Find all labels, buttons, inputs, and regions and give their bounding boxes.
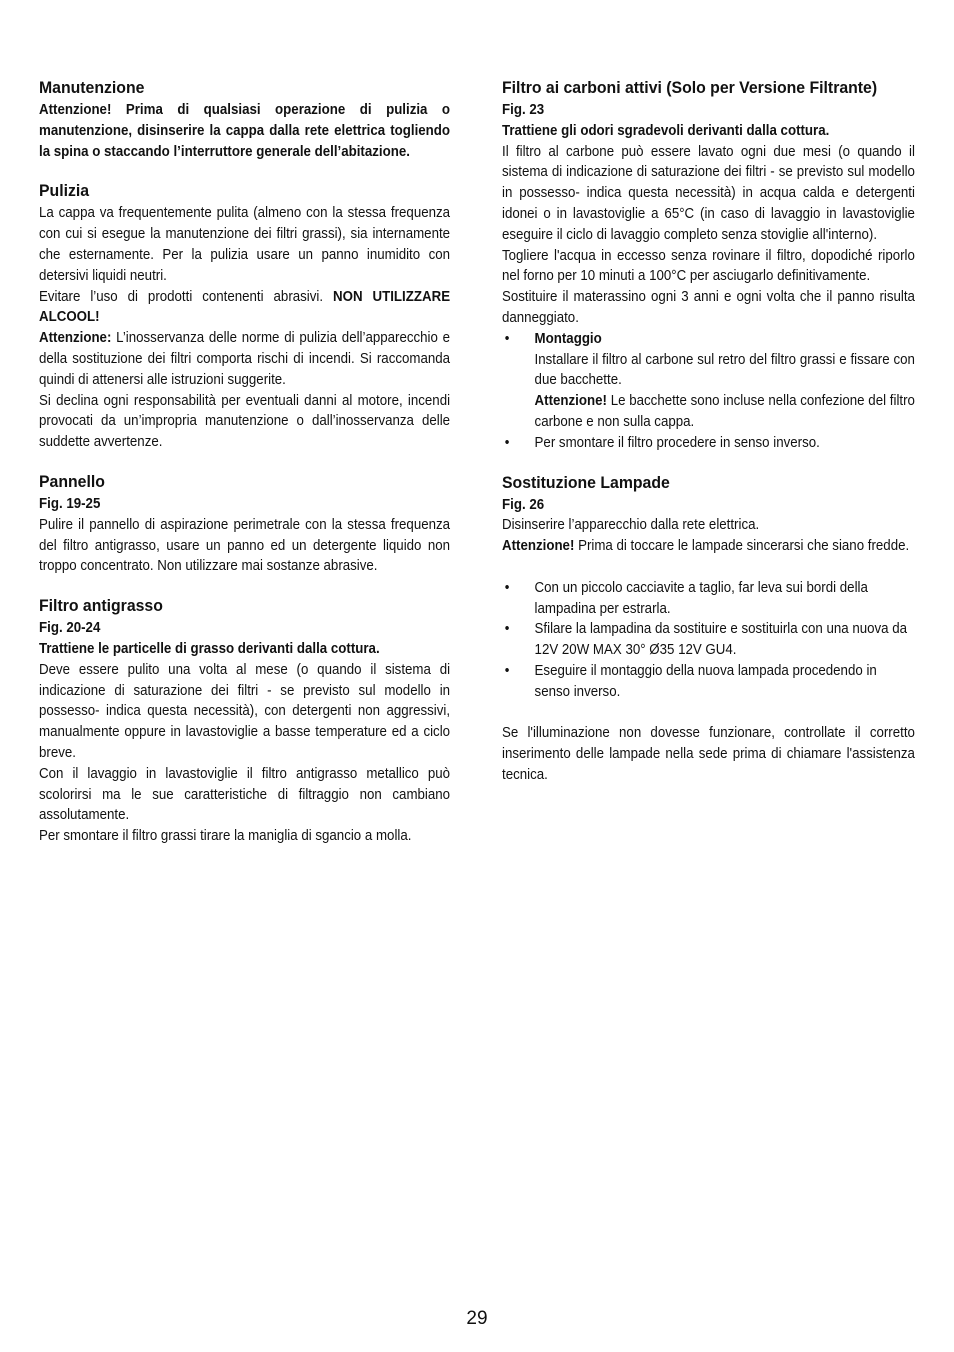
heading-pannello: Pannello xyxy=(39,471,105,491)
list-item xyxy=(502,329,915,433)
list-item: • Eseguire il montaggio della nuova lampada procedendo in senso inverso. xyxy=(502,661,915,703)
section-pulizia xyxy=(39,180,450,453)
lampade-paragraph-1: Disinserire l’apparecchio dalla rete elettrica. xyxy=(502,517,760,534)
pulizia-p2-bold: NON UTILIZZARE ALCOOL! xyxy=(39,288,451,326)
pannello-paragraph-1: Pulire il pannello di aspirazione perimetrale con la stessa frequenza del filtro antigrasso, usare un panno ed un detergente liquido non troppo concentrato. Non utilizzare mai sostanze abrasive. xyxy=(39,516,451,575)
section-sostituzione-lampade xyxy=(502,472,915,786)
pulizia-paragraph-3 xyxy=(39,328,450,390)
lampade-fig-ref: Fig. 26 xyxy=(502,496,545,513)
antigrasso-paragraph-2: Con il lavaggio in lavastoviglie il filtro antigrasso metallico può scolorirsi ma le sue caratteristiche di filtraggio non cambiano assolutamente. xyxy=(39,765,451,824)
pulizia-paragraph-1: La cappa va frequentemente pulita (almeno con la stessa frequenza con cui si esegue la manutenzione dei filtri grassi), sia internamente che esternamente. Per la pulizia usare un panno inumidito con detersivi liquidi neutri. xyxy=(39,205,451,284)
carboni-paragraph-3: Sostituire il materassino ogni 3 anni e ogni volta che il panno risulta danneggiato. xyxy=(502,289,915,326)
pannello-fig-ref: Fig. 19-25 xyxy=(39,495,101,512)
carboni-paragraph-2: Togliere l'acqua in eccesso senza rovinare il filtro, dopodiché riporlo nel forno per 10 minuti a 100°C per asciugarlo definitivamente. xyxy=(502,247,915,285)
heading-sostituzione-lampade: Sostituzione Lampade xyxy=(502,472,670,492)
spacer xyxy=(502,557,915,578)
antigrasso-paragraph-1: Deve essere pulito una volta al mese (o quando il sistema di indicazione di saturazione dei filtri - se previsto sul modello in possesso- indica questa necessità), con detergenti non aggressivi, manualmente oppure in lavastoviglie a basse temperature ed a ciclo breve. xyxy=(39,661,451,761)
heading-manutenzione: Manutenzione xyxy=(39,78,145,97)
section-pannello xyxy=(39,471,450,577)
carboni-warning-text: Le bacchette sono incluse nella confezione del filtro carbone e non sulla cappa. xyxy=(534,393,915,430)
carboni-paragraph-1: Il filtro al carbone può essere lavato ogni due mesi (o quando il sistema di indicazione di saturazione dei filtri - se previsto sul modello in possesso- indica questa necessità) in acqua calda e detergenti idonei o in lavastoviglie a 65°C (in caso di lavaggio in lavastoviglie eseguire il ciclo di lavaggio completo senza stoviglie all'interno). xyxy=(502,143,915,243)
list-item: • Sfilare la lampadina da sostituire e sostituirla con una nuova da 12V 20W MAX 30° Ø35 12V GU4. xyxy=(502,619,915,661)
carboni-bullet-montaggio-text: Installare il filtro al carbone sul retro del filtro grassi e fissare con due bacchette. xyxy=(534,351,915,389)
antigrasso-fig-ref: Fig. 20-24 xyxy=(39,620,101,637)
section-filtro-antigrasso xyxy=(39,595,450,847)
left-column xyxy=(39,77,450,865)
list-item: • Per smontare il filtro procedere in senso inverso. xyxy=(502,433,915,454)
carboni-warning-bold: Attenzione! xyxy=(534,393,607,410)
carboni-bullet-montaggio-warning xyxy=(535,391,915,433)
antigrasso-subtitle: Trattiene le particelle di grasso derivanti dalla cottura. xyxy=(39,640,380,657)
heading-pulizia: Pulizia xyxy=(39,181,90,201)
carboni-bullet-list xyxy=(502,329,915,454)
pulizia-p3-text: L’inosservanza delle norme di pulizia dell’apparecchio e della sostituzione dei filtri comporta rischi di incendi. Si raccomanda quindi di attenersi alle istruzioni suggerite. xyxy=(39,330,451,388)
heading-filtro-antigrasso: Filtro antigrasso xyxy=(39,596,163,616)
lampade-paragraph-2 xyxy=(502,536,915,557)
pulizia-paragraph-4: Si declina ogni responsabilità per eventuali danni al motore, incendi provocati da un’impropria manutenzione o dall’inosservanza delle suddette avvertenze. xyxy=(39,392,451,451)
section-filtro-carboni xyxy=(502,77,915,454)
right-column xyxy=(502,77,915,804)
antigrasso-paragraph-3: Per smontare il filtro grassi tirare la maniglia di sgancio a molla. xyxy=(39,828,412,845)
manutenzione-warning: Attenzione! Prima di qualsiasi operazione di pulizia o manutenzione, disinserire la cappa dalla rete elettrica togliendo la spina o staccando l’interruttore generale dell’abitazione. xyxy=(39,102,451,160)
lampade-p2-bold: Attenzione! xyxy=(502,538,575,555)
page-number: 29 xyxy=(466,1308,488,1329)
list-item: • Con un piccolo cacciavite a taglio, far leva sui bordi della lampadina per estrarla. xyxy=(502,578,915,620)
carboni-bullet-montaggio-title: • Montaggio xyxy=(534,330,602,347)
spacer xyxy=(502,703,915,724)
lampade-bullet-list xyxy=(502,578,915,703)
heading-filtro-carboni: Filtro ai carboni attivi (Solo per Versione Filtrante) xyxy=(502,78,878,97)
lampade-p2-text: Prima di toccare le lampade sincerarsi che siano fredde. xyxy=(574,538,910,555)
pulizia-paragraph-2 xyxy=(39,287,450,329)
carboni-fig-ref: Fig. 23 xyxy=(502,102,545,118)
section-manutenzione xyxy=(39,77,450,162)
carboni-subtitle: Trattiene gli odori sgradevoli derivanti dalla cottura. xyxy=(502,122,830,139)
pulizia-p3-bold: Attenzione: xyxy=(39,330,112,347)
pulizia-p2-text: Evitare l’uso di prodotti contenenti abrasivi. xyxy=(39,288,334,305)
lampade-paragraph-3: Se l'illuminazione non dovesse funzionare, controllate il corretto inserimento delle lampade nella sede prima di chiamare l'assistenza tecnica. xyxy=(502,725,915,783)
